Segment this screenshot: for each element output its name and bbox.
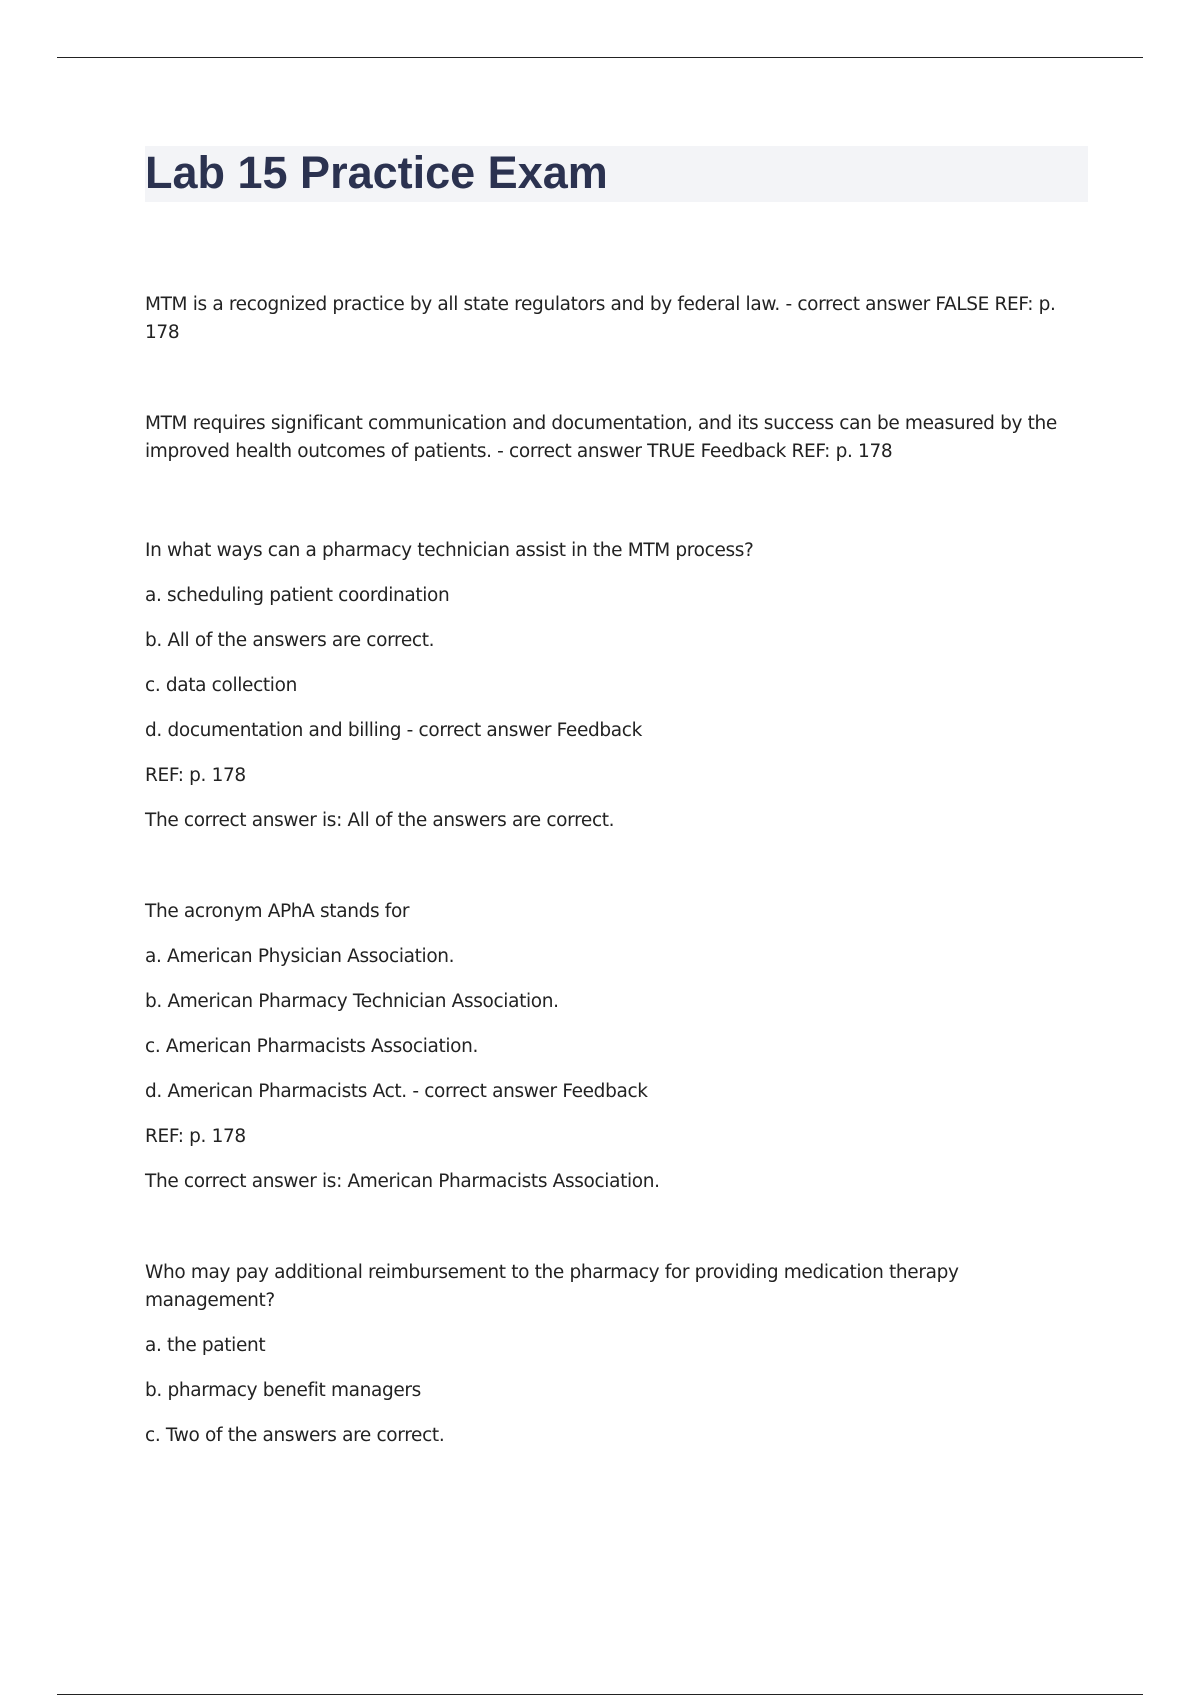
reference: REF: p. 178 xyxy=(145,1126,246,1147)
answer-option: d. documentation and billing - correct answer Feedback xyxy=(145,720,642,741)
question-5 xyxy=(145,1259,1065,1450)
question-text: MTM is a recognized practice by all state regulators and by federal law. - correct answer FALSE REF: p. 178 xyxy=(145,294,1056,343)
document-title: Lab 15 Practice Exam xyxy=(145,147,608,198)
question-stem: Who may pay additional reimbursement to the pharmacy for providing medication therapy management? xyxy=(145,1262,959,1311)
answer-option: b. pharmacy benefit managers xyxy=(145,1380,421,1401)
reference: REF: p. 178 xyxy=(145,765,246,786)
answer-option: c. data collection xyxy=(145,675,297,696)
answer-option: d. American Pharmacists Act. - correct answer Feedback xyxy=(145,1081,648,1102)
answer-option: a. American Physician Association. xyxy=(145,946,455,967)
answer-option: c. Two of the answers are correct. xyxy=(145,1425,445,1446)
question-2 xyxy=(145,410,1065,537)
footer-rule xyxy=(57,1694,1143,1695)
answer-option: b. All of the answers are correct. xyxy=(145,630,435,651)
question-stem: In what ways can a pharmacy technician assist in the MTM process? xyxy=(145,540,754,561)
answer-option: a. scheduling patient coordination xyxy=(145,585,450,606)
correct-answer: The correct answer is: All of the answers are correct. xyxy=(145,810,615,831)
question-3 xyxy=(145,537,1065,835)
answer-option: a. the patient xyxy=(145,1335,266,1356)
question-text: MTM requires significant communication and documentation, and its success can be measured by the improved health outcomes of patients. - correct answer TRUE Feedback REF: p. 178 xyxy=(145,413,1057,462)
correct-answer: The correct answer is: American Pharmacists Association. xyxy=(145,1171,660,1192)
answer-option: c. American Pharmacists Association. xyxy=(145,1036,479,1057)
question-1 xyxy=(145,291,1065,410)
question-4 xyxy=(145,898,1065,1196)
question-stem: The acronym APhA stands for xyxy=(145,901,410,922)
exam-content xyxy=(145,291,1065,1450)
answer-option: b. American Pharmacy Technician Association. xyxy=(145,991,559,1012)
header-rule xyxy=(57,57,1143,58)
